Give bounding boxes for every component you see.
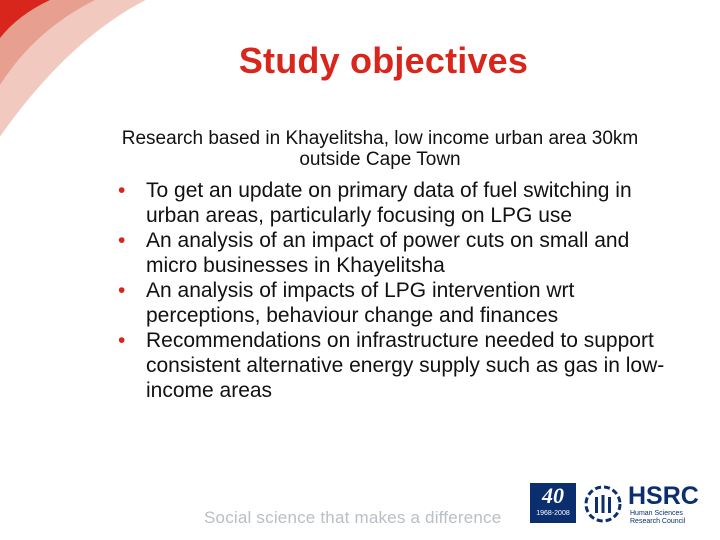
slide-title: Study objectives xyxy=(238,40,529,81)
anniversary-number: 40 xyxy=(542,483,564,508)
list-item xyxy=(116,178,676,228)
bullet-text: To get an update on primary data of fuel switching in urban areas, particularly focusing on LPG use xyxy=(146,179,632,227)
bullet-icon: • xyxy=(118,179,126,202)
anniversary-badge xyxy=(530,483,576,523)
list-item xyxy=(116,228,676,278)
bullet-icon: • xyxy=(118,229,126,252)
hsrc-emblem-icon xyxy=(583,484,623,524)
intro-text: Research based in Khayelitsha, low income urban area 30km outside Cape Town xyxy=(121,128,639,170)
objectives-list xyxy=(116,178,676,403)
bullet-icon: • xyxy=(118,329,126,352)
hsrc-name-line: Research Council xyxy=(630,518,686,525)
bullet-text: An analysis of an impact of power cuts on small and micro businesses in Khayelitsha xyxy=(146,229,630,277)
hsrc-name-line: Human Sciences xyxy=(630,510,683,517)
hsrc-full-name xyxy=(630,510,685,526)
list-item xyxy=(116,278,676,328)
bullet-text: Recommendations on infrastructure needed to support consistent alternative energy supply such as gas in low-income areas xyxy=(146,329,665,402)
bullet-icon: • xyxy=(118,279,126,302)
list-item xyxy=(116,328,676,403)
anniversary-years: 1968-2008 xyxy=(536,510,570,517)
bullet-text: An analysis of impacts of LPG intervention wrt perceptions, behaviour change and finances xyxy=(146,279,575,327)
hsrc-logo-text: HSRC xyxy=(628,482,699,510)
footer-tagline: Social science that makes a difference xyxy=(204,508,502,527)
